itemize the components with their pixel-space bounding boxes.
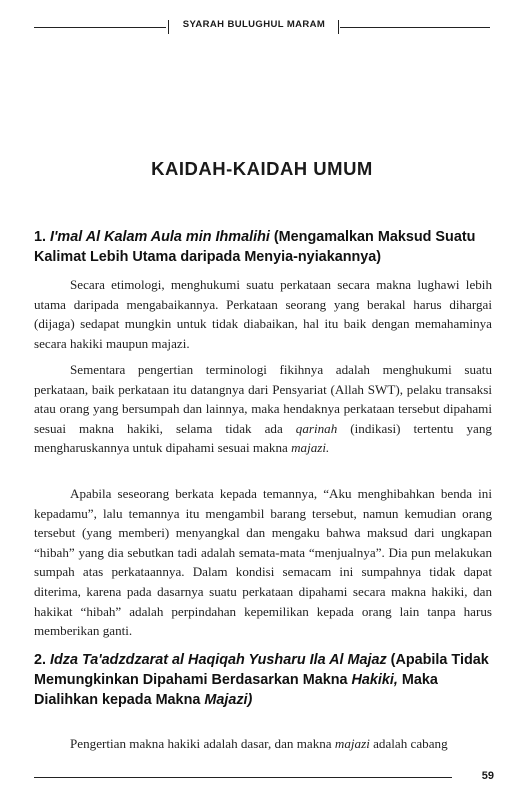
header-rule-right <box>340 27 490 28</box>
section-1-title-rest: (Mengamalkan Maksud Suatu Kalimat Lebih Utama daripada Menyia-nyiakannya) <box>34 229 476 265</box>
running-header-title: SYARAH BULUGHUL MARAM <box>182 19 326 30</box>
footer-rule <box>34 777 452 778</box>
section-2-title-rest-a: (Apabila Tidak Memungkinkan Dipahami Berdasarkan Makna <box>34 652 489 688</box>
section-2-heading <box>34 650 494 710</box>
section-2-title-rest-b: Maka Dialihkan kepada Makna <box>34 672 438 708</box>
section-2-number: 2. <box>34 652 47 668</box>
paragraph-2 <box>34 360 492 458</box>
paragraph-2-text-b: (indikasi) tertentu yang mengharuskannya untuk dipahami sesuai makna <box>34 420 492 456</box>
paragraph-4-text-a: Pengertian makna hakiki adalah dasar, dan makna <box>70 736 332 751</box>
paragraph-2-italic-qarinah: qarinah <box>295 420 338 436</box>
section-1-italic-title: I'mal Al Kalam Aula min Ihmalihi <box>50 229 270 245</box>
header-bar-right <box>338 20 339 34</box>
section-2-italic-hakiki: Hakiki, <box>351 672 398 688</box>
paragraph-2-italic-majazi: majazi. <box>291 440 330 456</box>
section-2-italic-title: Idza Ta'adzdzarat al Haqiqah Yusharu Ila Al Majaz <box>50 652 387 668</box>
section-2-italic-majazi: Majazi) <box>204 692 253 708</box>
header-bar-left <box>168 20 169 34</box>
paragraph-1: Secara etimologi, menghukumi suatu perkataan secara makna lughawi lebih utama daripada mengabaikannya. Perkataan seorang yang berakal harus dihargai (dijaga) sedapat mungkin untuk tidak diabaikan, hal itu baik dengan memahaminya secara hakiki maupun majazi. <box>34 277 492 351</box>
chapter-title: KAIDAH-KAIDAH UMUM <box>151 158 373 179</box>
section-1-number: 1. <box>34 229 47 245</box>
section-1-heading <box>34 227 494 267</box>
paragraph-4-italic-majazi: majazi <box>334 736 370 751</box>
paragraph-4 <box>34 734 492 754</box>
paragraph-2-text-a: Sementara pengertian terminologi fikihnya adalah menghukumi suatu perkataan, baik perkataan itu datangnya dari Pensyariat (Allah SWT), pelaku transaksi atau orang yang bersumpah dan lainnya, maka hendaknya perkataan tersebut dipahami sesuai makna hakiki, selama tidak ada <box>34 362 492 436</box>
paragraph-4-text-b: adalah cabang <box>373 736 448 751</box>
page-number: 59 <box>481 770 494 782</box>
running-header <box>34 18 490 36</box>
paragraph-3: Apabila seseorang berkata kepada temannya, “Aku menghibahkan benda ini kepadamu”, lalu temannya itu mengambil barang tersebut, namun kemudian orang tersebut (yang memberi) menyangkal dan mengaku bahwa maksud dari ungkapan “hibah” yang dia sebutkan tadi adalah semata-mata “menjualnya”. Dia pun melakukan sumpah atas perkataannya. Dalam kondisi semacam ini sumpahnya tidak dapat diterima, karena pada dasarnya suatu perkataan dipahami secara makna hakiki, dan hakikat “hibah” adalah perpindahan kepemilikan kepada orang lain tanpa harus memberikan ganti. <box>34 486 492 639</box>
header-rule-left <box>34 27 166 28</box>
